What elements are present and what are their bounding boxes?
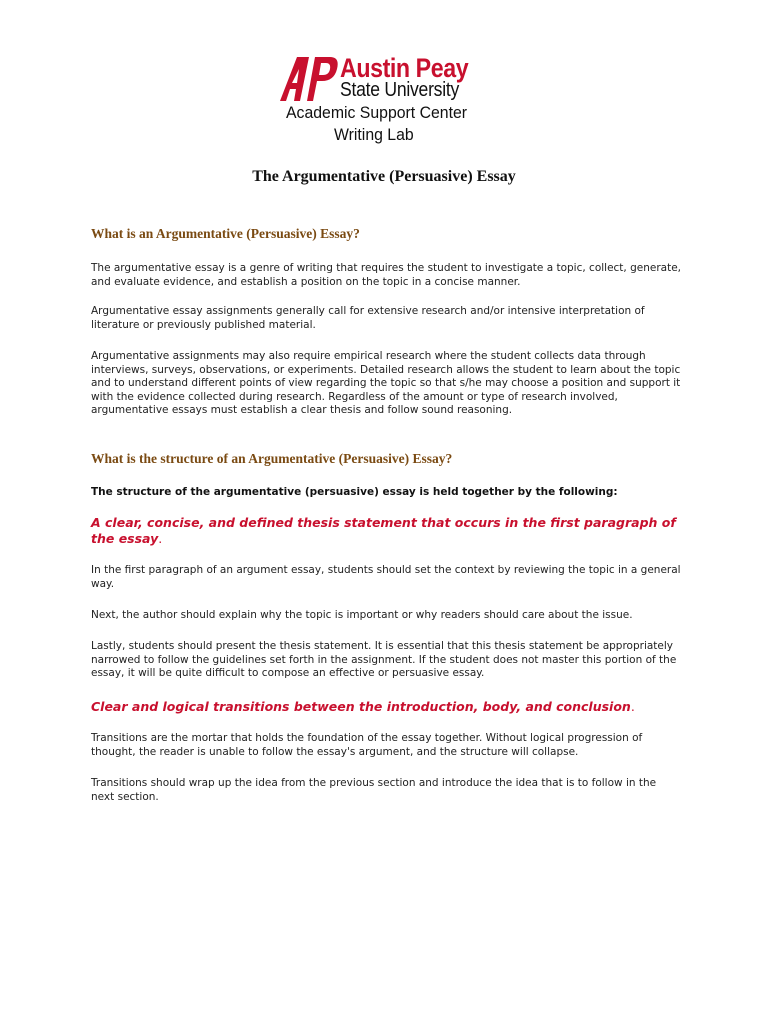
logo-lab-name: Writing Lab xyxy=(334,125,414,144)
section-heading-structure: What is the structure of an Argumentative (Persuasive) Essay? xyxy=(91,451,453,466)
paragraph: Lastly, students should present the thesis statement. It is essential that this thesis statement be appropriately narrowed to follow the guidelines set forth in the assignment. If the student does not master this portion of the essay, it will be quite difficult to compose an effective or persuasive essay. xyxy=(91,640,677,680)
point-heading-thesis xyxy=(91,515,691,547)
point-heading-transitions xyxy=(91,699,691,715)
paragraph: Transitions should wrap up the idea from the previous section and introduce the idea that is to follow in the next section. xyxy=(91,777,657,803)
section-heading-what-is: What is an Argumentative (Persuasive) Essay? xyxy=(91,226,360,241)
document-title: The Argumentative (Persuasive) Essay xyxy=(252,168,516,185)
structure-intro: The structure of the argumentative (persuasive) essay is held together by the following: xyxy=(91,486,618,498)
point-heading-transitions-text: Clear and logical transitions between the introduction, body, and conclusion xyxy=(91,699,631,714)
logo-center-name: Academic Support Center xyxy=(286,103,468,122)
point-heading-thesis-text: A clear, concise, and defined thesis statement that occurs in the first paragraph of the essay xyxy=(91,515,676,546)
apsu-ap-logo-icon xyxy=(280,55,338,103)
paragraph: Argumentative assignments may also require empirical research where the student collects data through interviews, surveys, observations, or experiments. Detailed research allows the student to learn about the topic and to understand different points of view regarding the topic so that s/he may choose a position and support it with the evidence collected during research. Regardless of the amount or type of research involved, argumentative essays must establish a clear thesis and follow sound reasoning. xyxy=(91,350,681,417)
paragraph: Transitions are the mortar that holds the foundation of the essay together. Without logical progression of thought, the reader is unable to follow the essay's argument, and the structure will collapse. xyxy=(91,732,643,758)
logo-university-name: Austin Peay xyxy=(340,53,469,83)
logo-university-subname: State University xyxy=(340,79,460,101)
paragraph: Argumentative essay assignments generally call for extensive research and/or intensive interpretation of literature or previously published material. xyxy=(91,305,645,331)
paragraph: The argumentative essay is a genre of writing that requires the student to investigate a topic, collect, generate, and evaluate evidence, and establish a position on the topic in a concise manner. xyxy=(91,262,682,288)
point-heading-period: . xyxy=(630,699,635,714)
university-logo xyxy=(280,55,500,150)
paragraph: In the first paragraph of an argument essay, students should set the context by reviewing the topic in a general way. xyxy=(91,564,681,590)
point-heading-period: . xyxy=(158,531,163,546)
paragraph: Next, the author should explain why the topic is important or why readers should care about the issue. xyxy=(91,609,633,621)
